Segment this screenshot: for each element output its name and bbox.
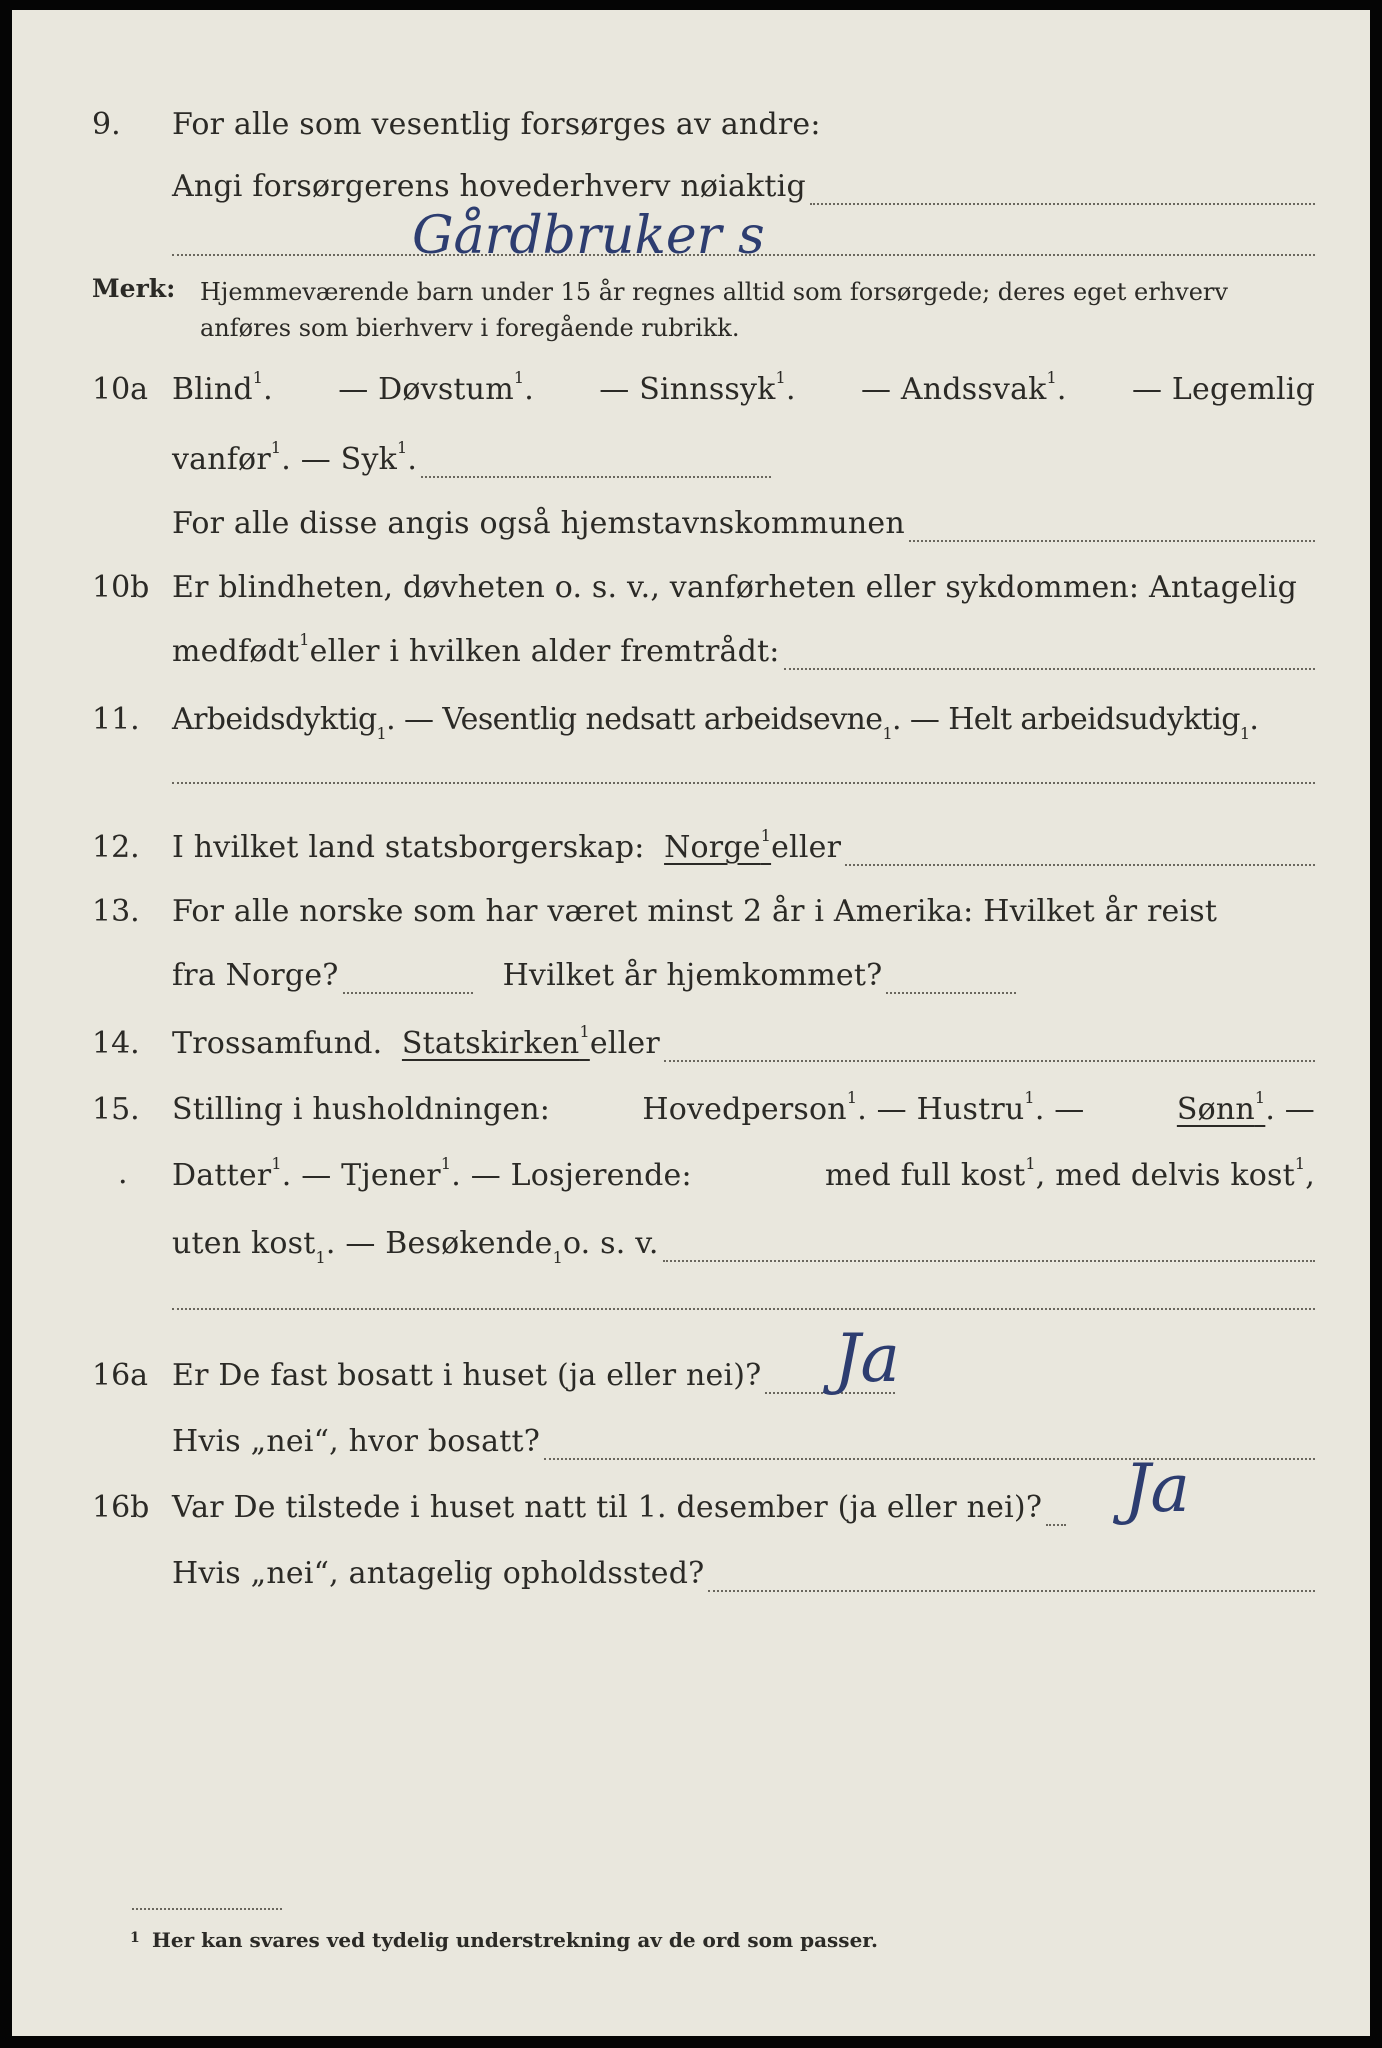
question-number: 11. bbox=[92, 702, 140, 737]
question-text: Er blindheten, døvheten o. s. v., vanførheten eller sykdommen: Antagelig bbox=[172, 570, 1298, 605]
answer-line bbox=[421, 476, 771, 478]
answer-line bbox=[664, 1060, 1315, 1062]
option-andssvak: — Andssvak$^1$. bbox=[861, 368, 1067, 407]
question-16a-row: 16a Er De fast bosatt i huset (ja eller nei)? bbox=[12, 1346, 1370, 1406]
footnote-mark: 1 bbox=[130, 1930, 140, 1946]
answer-line bbox=[1046, 1524, 1066, 1526]
question-13-row bbox=[12, 882, 1370, 942]
option-blind: Blind$^1$. bbox=[172, 368, 273, 407]
question-10a-row-3 bbox=[12, 494, 1370, 554]
answer-line bbox=[784, 668, 1315, 670]
question-15-row-3: uten kost $^1$ . — Besøkende $^1$ o. s. v. bbox=[12, 1214, 1370, 1274]
handwritten-answer: Ja bbox=[834, 1320, 900, 1397]
question-16b-row: 16b Var De tilstede i huset natt til 1. desember (ja eller nei)? bbox=[12, 1478, 1370, 1538]
note-label: Merk: bbox=[92, 274, 176, 303]
question-16a-row-2: Hvis „nei“, hvor bosatt? bbox=[12, 1412, 1370, 1472]
footnote-rule bbox=[132, 1908, 282, 1910]
handwritten-answer: Gårdbruker s bbox=[412, 206, 765, 266]
option-sonn-underlined: Sønn$^1$ bbox=[1176, 1088, 1266, 1127]
option-norge-underlined: Norge$^1$ bbox=[664, 826, 772, 865]
handwritten-answer: Ja bbox=[1124, 1450, 1190, 1527]
question-number: 16a bbox=[92, 1358, 149, 1393]
answer-line bbox=[343, 992, 473, 994]
question-15-row-2: Datter$^1$. — Tjener$^1$. — Losjerende: med full kost$^1$, med delvis kost$^1$, bbox=[172, 1154, 1315, 1193]
question-text: eller i hvilken alder fremtrådt: bbox=[309, 634, 780, 669]
question-10a-row-2 bbox=[12, 430, 1370, 490]
question-9-row bbox=[12, 95, 1370, 155]
question-number: 15. bbox=[92, 1092, 140, 1127]
question-15-row: 15. Stilling i husholdningen: Hovedperson$^1$. — Hustru$^1$. — Sønn$^1$. — bbox=[12, 1080, 1370, 1140]
question-text: For alle som vesentlig forsørges av andre: bbox=[172, 107, 821, 142]
option-legemlig: — Legemlig bbox=[1131, 372, 1315, 407]
question-number: 12. bbox=[92, 830, 140, 865]
option-vanfor: vanfør$^1$. bbox=[172, 438, 301, 477]
question-text: Angi forsørgerens hovederhverv nøiaktig bbox=[172, 169, 806, 204]
answer-line bbox=[810, 203, 1315, 205]
answer-line bbox=[886, 992, 1016, 994]
answer-line bbox=[172, 254, 1315, 256]
answer-line bbox=[845, 864, 1315, 866]
answer-line bbox=[909, 540, 1315, 542]
question-10a-row bbox=[12, 360, 1370, 420]
option-medfodt: medfødt$^1$ bbox=[172, 630, 310, 669]
question-10b-row-2 bbox=[12, 622, 1370, 682]
answer-line bbox=[544, 1458, 1315, 1460]
question-number: 13. bbox=[92, 894, 140, 929]
margin-dot: . bbox=[118, 1156, 128, 1191]
question-12-row: 12. I hvilket land statsborgerskap: Norge$^1$ eller bbox=[12, 818, 1370, 878]
option-dovstum: — Døvstum$^1$. bbox=[338, 368, 534, 407]
question-number: 10a bbox=[92, 372, 149, 407]
question-text: For alle norske som har været minst 2 år i Amerika: Hvilket år reist bbox=[172, 894, 1218, 929]
question-number: 9. bbox=[92, 107, 121, 142]
question-11-row: 11. Arbeidsdyktig $^1$ . — Vesentlig nedsatt arbeidsevne $^1$ . — Helt arbeidsudyktig $^1$ . bbox=[12, 690, 1370, 750]
option-statskirken-underlined: Statskirken$^1$ bbox=[401, 1022, 590, 1061]
census-form-page bbox=[12, 10, 1370, 2036]
note-text: Hjemmeværende barn under 15 år regnes alltid som forsørgede; deres eget erhverv anføres som bierhverv i foregående rubrikk. bbox=[200, 278, 1228, 342]
option-sinnssyk: — Sinnssyk$^1$. bbox=[599, 368, 796, 407]
answer-line bbox=[663, 1260, 1315, 1262]
question-text: I hvilket land statsborgerskap: bbox=[172, 830, 645, 865]
question-number: 10b bbox=[92, 570, 150, 605]
question-16b-row-2: Hvis „nei“, antagelig opholdssted? bbox=[12, 1544, 1370, 1604]
question-number: 14. bbox=[92, 1026, 140, 1061]
question-text: For alle disse angis også hjemstavnskommunen bbox=[172, 506, 905, 541]
question-14-row: 14. Trossamfund. Statskirken$^1$ eller bbox=[12, 1014, 1370, 1074]
option-syk: — Syk$^1$. bbox=[300, 438, 418, 477]
footnote-text: Her kan svares ved tydelig understrekning av de ord som passer. bbox=[152, 1928, 878, 1952]
question-number: 16b bbox=[92, 1490, 150, 1525]
answer-line bbox=[708, 1590, 1315, 1592]
question-13-row-2: fra Norge? Hvilket år hjemkommet? bbox=[12, 946, 1370, 1006]
answer-line bbox=[172, 782, 1315, 784]
answer-line bbox=[172, 1308, 1315, 1310]
question-10b-row bbox=[12, 558, 1370, 618]
